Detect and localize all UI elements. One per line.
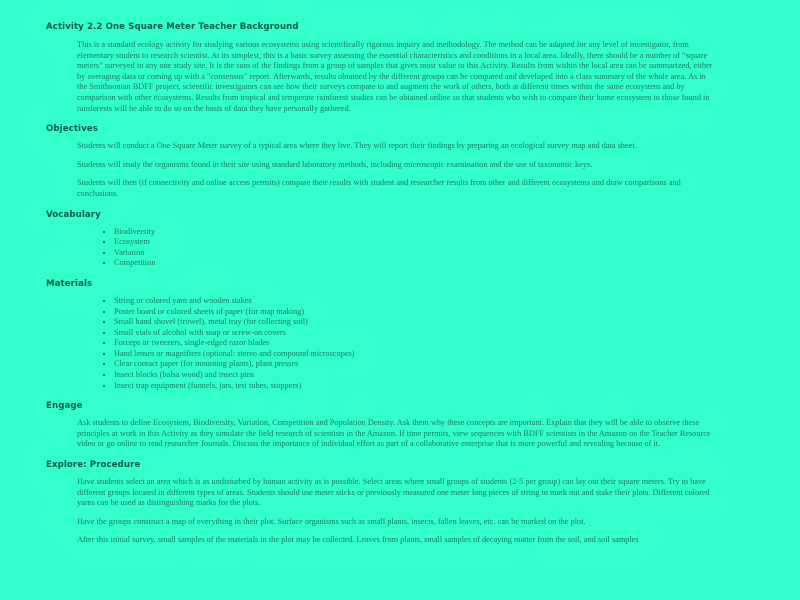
materials-item: • Small hand shovel (trowel), metal tray (for collecting soil)	[114, 317, 766, 328]
section-vocabulary	[46, 210, 766, 269]
objectives-heading: Objectives	[46, 124, 98, 135]
vocabulary-item: • Variation	[114, 248, 766, 259]
materials-heading: Materials	[46, 278, 93, 289]
section-intro	[46, 22, 766, 114]
vocabulary-item: • Competition	[114, 258, 766, 269]
vocabulary-item: • Biodiversity	[114, 227, 766, 238]
objectives-paragraph: Students will conduct a One Square Meter survey of a typical area where they live. They will report their findings by preparing an ecological survey map and data sheet.	[77, 141, 637, 151]
explore-paragraph: Have students select an area which is as undisturbed by human activity as is possible. Select areas where small groups of students (2-5 per group) can lay out their square meters. Try to have different groups located in different types of areas. Students should use meter sticks or previously measured one meter long pieces of string to mark out and stake their plots. Different colored yarns can be used as distinguishing marks for the plots.	[77, 477, 710, 508]
section-objectives	[46, 124, 766, 199]
explore-paragraph: Have the groups construct a map of everything in their plot. Surface organisms such as small plants, insects, fallen leaves, etc. can be marked on the plot.	[77, 516, 586, 526]
vocabulary-item: • Ecosystem	[114, 237, 766, 248]
materials-item: • Forceps or tweezers, single-edged razor blades	[114, 338, 766, 349]
intro-paragraph: This is a standard ecology activity for studying various ecosystems using scientifically rigorous inquiry and methodology. The method can be adapted for any level of investigator, from elementary student to research scientist. At its simplest, this is a basic survey assessing the essential characteristics and conditions in a local area. Ideally, there should be a number of “square meters” surveyed in any one study site. It is the sum of the findings from a group of samples that gives most value to this Activity. Results from within the local area can be summarized, either by averaging data or coming up with a "consensus" report. Afterwards, results obtained by the different groups can be compared and developed into a class summary of the whole area. As in the Smithsonian BDFF project, scientific investigators can see how their surveys compare to and augment the work of others, both at different times within the same ecosystem and by comparison with other ecosystems. Results from tropical and temperate rainforest studies can be obtained online so that students who wish to compare their home ecosystem to those found in rainforests will be able to do so on the basis of data they have personally gathered.	[77, 40, 713, 113]
materials-item: • Insect trap equipment (funnels, jars, test tubes, stoppers)	[114, 381, 766, 392]
materials-item: • Hand lenses or magnifiers (optional: stereo and compound microscopes)	[114, 349, 766, 360]
objectives-paragraph: Students will then (if connectivity and online access permits) compare their results with student and researcher results from other and different ecosystems and draw comparisons and conclusions.	[77, 178, 681, 198]
vocabulary-list	[46, 227, 766, 269]
materials-item: • String or colored yarn and wooden stakes	[114, 296, 766, 307]
explore-paragraph: After this initial survey, small samples of the materials in the plot may be collected. Leaves from plants, small samples of decaying matter from the soil, and soil samples	[77, 535, 639, 545]
vocabulary-heading: Vocabulary	[46, 209, 101, 220]
page-title: Activity 2.2 One Square Meter Teacher Background	[46, 22, 299, 32]
materials-item: • Clear contact paper (for mounting plants), plant presses	[114, 359, 766, 370]
engage-heading: Engage	[46, 401, 83, 412]
materials-list	[46, 296, 766, 391]
section-materials	[46, 279, 766, 391]
section-engage	[46, 401, 766, 450]
materials-item: • Poster board or colored sheets of paper (for map making)	[114, 307, 766, 318]
explore-heading: Explore: Procedure	[46, 460, 141, 471]
materials-item: • Small vials of alcohol with snap or screw-on covers	[114, 328, 766, 339]
objectives-paragraph: Students will study the organisms found in their site using standard laboratory methods, including microscopic examination and the use of taxonomic keys.	[77, 159, 593, 169]
materials-item: • Insect blocks (balsa wood) and insect pins	[114, 370, 766, 381]
section-explore	[46, 460, 766, 546]
engage-paragraph: Ask students to define Ecosystem, Biodiversity, Variation, Competition and Population Density. Ask them why these concepts are important. Explain that they will be able to observe these principles at work in this Activity as they simulate the field research of scientists in the Amazon. If time permits, view sequences with BDFF scientists in the Amazon on the Teacher Resource video or go online to read researcher Journals. Discuss the importance of individual effort as part of a collaborative enterprise that is more powerful and revealing because of it.	[77, 418, 711, 449]
